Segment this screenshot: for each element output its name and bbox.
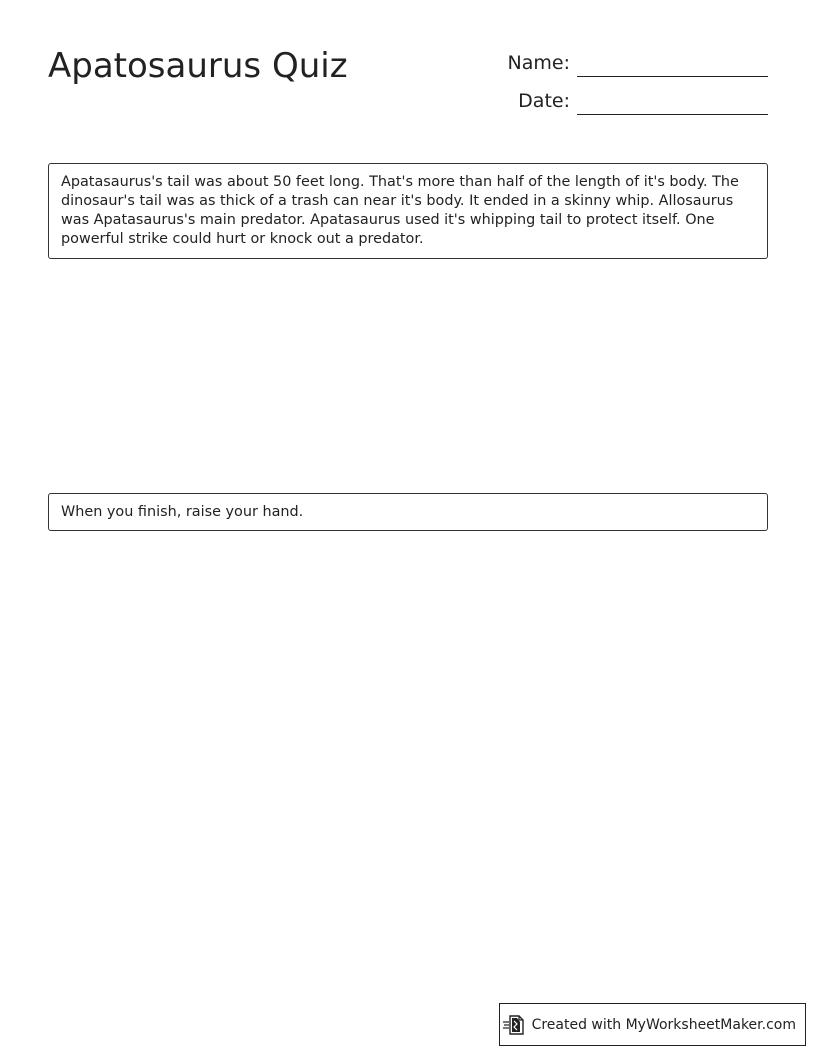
worksheet-maker-logo-icon [502,1013,526,1037]
footer-credit-text: Created with MyWorksheetMaker.com [531,1016,796,1033]
name-answer-line[interactable] [577,76,768,77]
reading-passage-text: Apatasaurus's tail was about 50 feet long. That's more than half of the length of it's body. The dinosaur's tail was as thick of a trash can near it's body. It ended in a skinny whip. Allosaurus was Apatasaurus's main predator. Apatasaurus used it's whipping tail to protect itself. One powerful strike could hurt or knock out a predator. [61,174,739,247]
instructions-box [48,493,768,531]
date-answer-line[interactable] [577,114,768,115]
date-label: Date: [518,90,570,112]
reading-passage-box [48,163,768,259]
page-title: Apatosaurus Quiz [48,46,348,86]
name-field-row [500,50,768,80]
instructions-text: When you finish, raise your hand. [61,504,304,520]
date-field-row [500,88,768,118]
name-label: Name: [507,52,570,74]
footer-credit-badge[interactable] [499,1003,806,1046]
